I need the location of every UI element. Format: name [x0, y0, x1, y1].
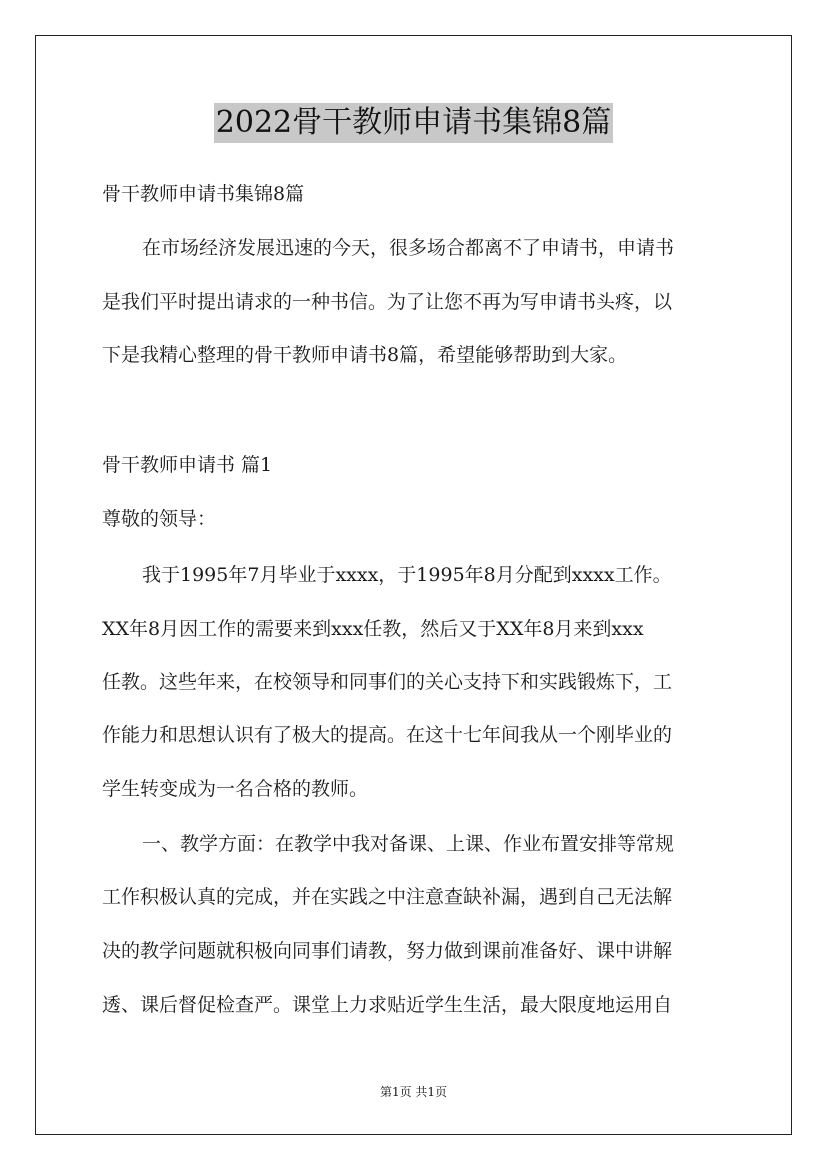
- body-line-1: 我于1995年7月毕业于xxxx，于1995年8月分配到xxxx工作。: [142, 564, 672, 586]
- document-title: 2022骨干教师申请书集锦8篇: [214, 103, 613, 143]
- intro-line-2: 是我们平时提出请求的一种书信。为了让您不再为写申请书头疼，以: [102, 291, 673, 313]
- subtitle: 骨干教师申请书集锦8篇: [102, 183, 305, 205]
- page-footer: 第1页 共1页: [379, 1085, 448, 1099]
- body-line-4: 作能力和思想认识有了极大的提高。在这十七年间我从一个刚毕业的: [102, 724, 673, 746]
- salutation: 尊敬的领导：: [102, 508, 217, 530]
- body-line-2: XX年8月因工作的需要来到xxx任教，然后又于XX年8月来到xxx: [102, 618, 644, 640]
- section-heading: 骨干教师申请书 篇1: [102, 454, 273, 476]
- title-container: [0, 103, 827, 143]
- body-line-6: 一、教学方面：在教学中我对备课、上课、作业布置安排等常规: [142, 833, 675, 855]
- intro-line-3: 下是我精心整理的骨干教师申请书8篇，希望能够帮助到大家。: [102, 344, 628, 366]
- body-line-9: 透、课后督促检查严。课堂上力求贴近学生生活，最大限度地运用自: [102, 994, 673, 1016]
- intro-line-1: 在市场经济发展迅速的今天，很多场合都离不了申请书，申请书: [142, 237, 675, 259]
- body-line-7: 工作积极认真的完成，并在实践之中注意查缺补漏，遇到自己无法解: [102, 886, 673, 908]
- body-line-3: 任教。这些年来，在校领导和同事们的关心支持下和实践锻炼下，工: [102, 671, 673, 693]
- body-line-8: 决的教学问题就积极向同事们请教，努力做到课前准备好、课中讲解: [102, 940, 673, 962]
- body-line-5: 学生转变成为一名合格的教师。: [102, 778, 369, 800]
